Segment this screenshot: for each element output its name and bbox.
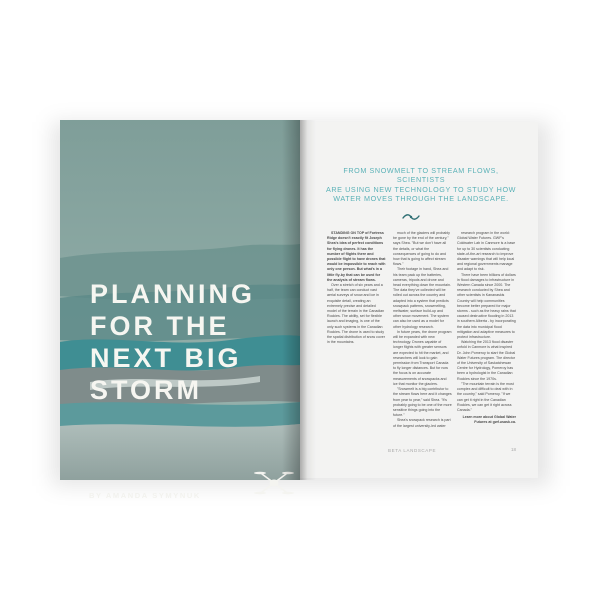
title-line: STORM [90,375,203,405]
paragraph: "The mountain terrain is the most complex and difficult to deal with in the country," said Pomeroy. "If we can get it right in the Canadian Rockies, we can get it right across Canada." [457,381,514,412]
flourish-icon [402,212,420,222]
cover-page [60,120,300,500]
end-note: Learn more about Global Water Futures at gwf.usask.ca. [462,415,516,425]
page-footer: BETA LANDSCAPE [388,448,437,453]
paragraph: In future years, the drone program will be expanded with new technology. Drones capable of longer flights with greater sensors are expected to hit the market, and researchers will look to gain permission from Transport Canada to fly longer distances. But for now the focus is on accurate measurements of snowpacks and ice that monitor the glaciers. [393,329,452,386]
deck-line: WATER MOVES THROUGH THE LANDSCAPE. [333,193,509,203]
paragraph: STANDING ON TOP of Fortress Ridge doesn't exactly fit Joseph Shea's idea of perfect conditions for flying drones. It has the number of flights there and possible flight to have drones that would be impossible to reach with only one person. But what's in a little fly-by that can be used for the analysis of stream flows. [327,231,386,282]
paragraph: Shea's snowpack research is part of the largest university-led water [393,418,451,428]
deck-line: ARE USING NEW TECHNOLOGY TO STUDY HOW [325,184,517,194]
title-line: FOR THE [90,311,230,341]
text-column-1 [327,231,386,345]
text-column-3 [457,231,516,426]
article-deck [322,166,520,203]
article-title [90,278,295,406]
paragraph: "Snowmelt is a big contributor to the stream flows here and it changes from year to year," said Shea. "It's probably going to be one of the more sensitive things going into the future." [393,387,452,418]
title-line: NEXT BIG [90,343,242,373]
text-column-2 [393,231,452,429]
paragraph: much of the glaciers will probably be gone by the end of the century," says Shea. "But we don't have all the details, or what the consequences of going to do and how that is going to affect stream flows." [393,231,450,267]
paragraph: Over a stretch of six years and a half, the team can conduct vast aerial surveys of snow and ice in exquisite detail, creating an extremely precise and detailed model of the terrain in the Canadian Rockies. The ability, set for flexible launch and imaging, is one of the only such systems in the Canadian Rockies. The drone is used to study the spatial distribution of snow cover in the mountains. [327,283,385,345]
deck-line: FROM SNOWMELT TO STREAM FLOWS, SCIENTISTS [343,166,499,185]
page-number: 18 [511,447,517,452]
byline: BY AMANDA SYMYNUK [89,491,201,500]
title-line: PLANNING [90,279,255,309]
paragraph: Their footage in hand, Shea and his team pack up the batteries, cameras, tripods and drone and head everything down the mountain. The data they've collected will be rolled out across the country and adapted into a system that predicts snowpack patterns, snowmelting, meltwater, surface build-up and other snow movement. The system can also be used as a model for other hydrology research. [393,267,451,329]
paragraph: research program in the world: Global Water Futures. GWF's Coldwater Lab in Canmore is a base for up to 30 scientists conducting state-of-the-art research to improve disaster warnings that will help local and regional governments manage and adapt to risk. [457,231,516,272]
paragraph: Watching the 2013 flood disaster unfold in Canmore is what inspired Dr. John Pomeroy to start the Global Water Futures program. The director of the University of Saskatchewan Centre for Hydrology, Pomeroy has been a hydrologist in the Canadian Rockies since the 1970s. [457,340,516,381]
page-spine-shadow [282,120,316,480]
paragraph: There have been billions of dollars in flood damages to infrastructure in Western Canada since 2000. The research conducted by Shea and other scientists in Kananaskis Country will help communities become better prepared for major storms - such as the heavy rains that caused destructive flooding in 2013 in southern Alberta - by incorporating the data into municipal flood mitigation and adaptive measures to protect infrastructure. [457,272,516,340]
